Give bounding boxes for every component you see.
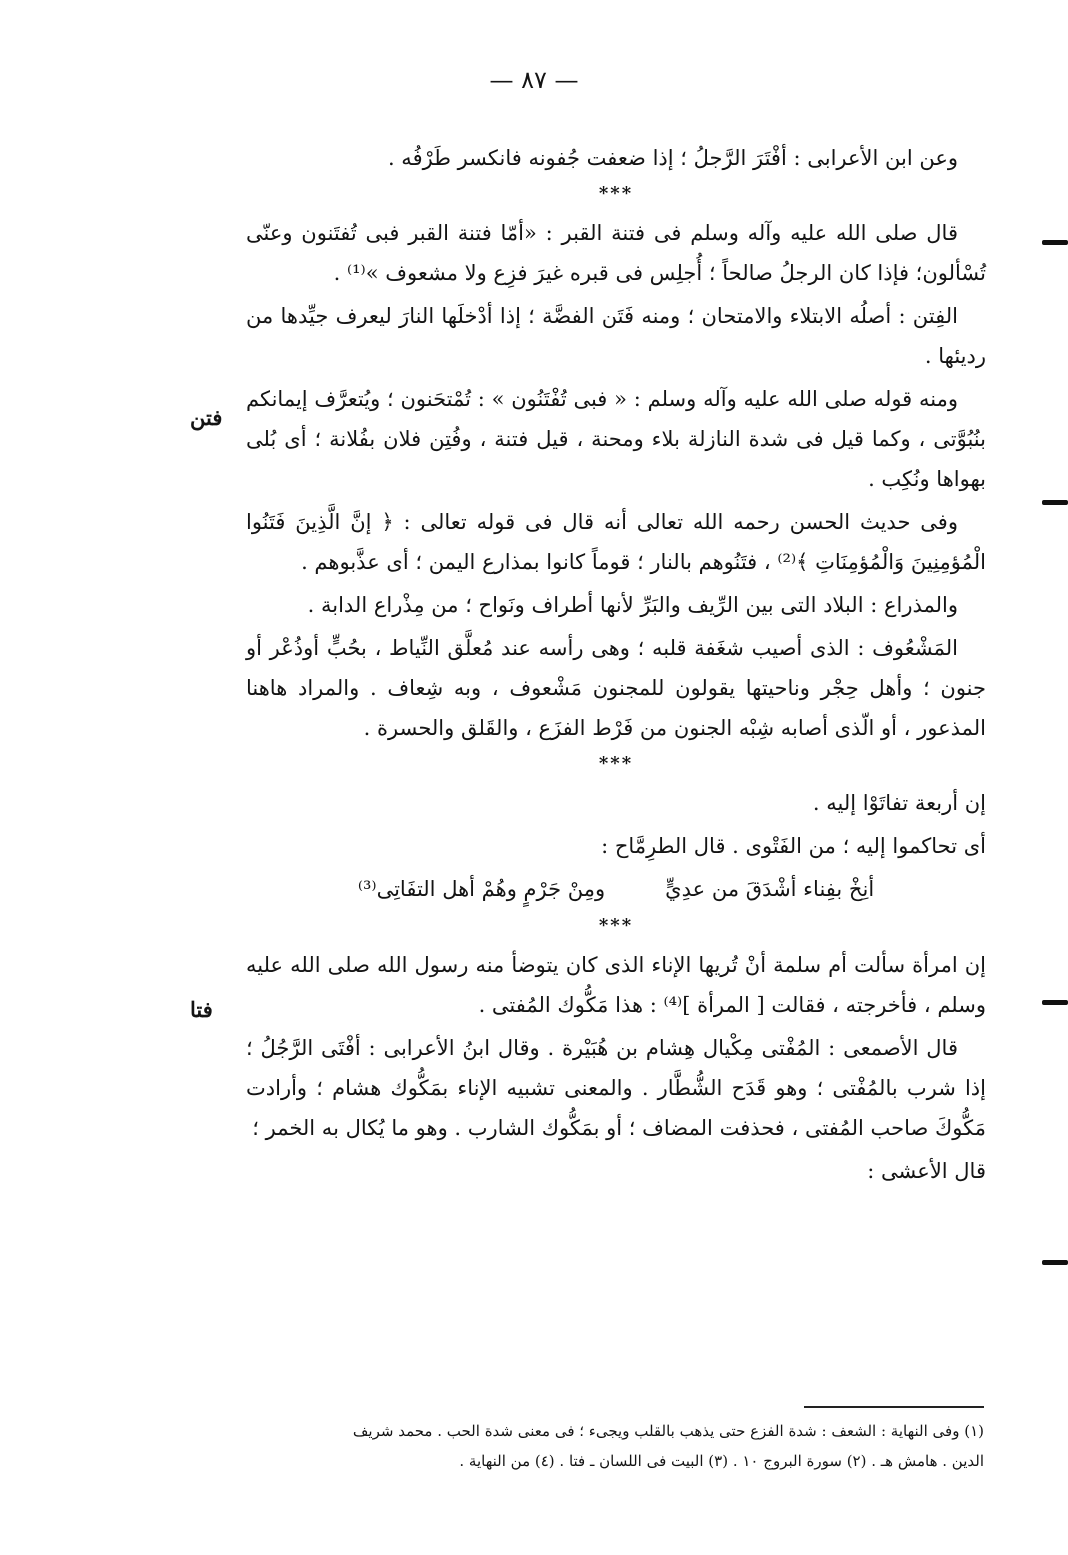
footnote-line: الدين . هامش هـ . (٢) سورة البروج ١٠ . (٣) البيت فى اللسان ـ فتا . (٤) من النهاية . <box>459 1452 984 1470</box>
edge-mark <box>1042 240 1068 245</box>
paragraph: والمذراع : البلاد التى بين الرِّيف والبَرِّ لأنها أطراف ونَواح ؛ من مِذْراع الدابة . <box>307 593 958 617</box>
margin-keyword-fata: فتا <box>190 997 213 1022</box>
edge-mark <box>1042 1000 1068 1005</box>
paragraph: الفِتن : أصلُه الابتلاء والامتحان ؛ ومنه فَتَن الفضَّة ؛ إذا أدْخلَها النارَ ليعرف جيِّدها من رديئها . <box>246 304 986 368</box>
edge-mark <box>1042 500 1068 505</box>
paragraph: وعن ابن الأعرابى : أفْتَرَ الرَّجلُ ؛ إذا ضعفت جُفونه فانكسر طَرْفُه . <box>387 146 958 170</box>
footnote-divider <box>804 1406 984 1408</box>
verse-second-hemistich: ومِنْ جَرْمٍ وهُمْ أهل التفَاتِى⁽³⁾ <box>357 877 606 901</box>
paragraph: قال الأعشى : <box>867 1159 986 1183</box>
poetry-verse <box>246 869 986 909</box>
paragraph: إن أربعة تفاتَوْا إليه . <box>812 791 986 815</box>
margin-keyword-fitan: فتن <box>190 405 223 430</box>
paragraph: ومنه قوله صلى الله عليه وآله وسلم : « فبى تُفْتَنُون » : تُمْتحَنون ؛ ويُتعرَّف إيمانكم بنُبُوَّتى ، وكما قيل فى شدة النازلة بلاء ومحنة ، قيل فتنة ، وفُتِن فلان بفُلانة ؛ أى بُلى بهواها ونُكِب . <box>246 387 986 491</box>
section-separator: *** <box>598 915 634 936</box>
verse-first-hemistich: أنِخْ بفِناء أشْدَقَ من عدِيٍّ <box>665 877 875 901</box>
paragraph: قال الأصمعى : المُفْتى مِكْيال هِشام بن هُبَيْرة . وقال ابنُ الأعرابى : أفْتَى الرَّجُلُ ؛ إذا شرب بالمُفْتى ؛ وهو قَدَح الشُّطَّار . والمعنى تشبيه الإناء بمَكُّوك هشام ؛ وأرادت مَكُّوكَ صاحب المُفتى ، فحذفت المضاف ؛ أو بمَكُّوك الشارب . وهو ما يُكال به الخمر ؛ <box>246 1036 986 1140</box>
page-number: — ٨٧ — <box>489 66 579 94</box>
paragraph: المَشْعُوف : الذى أصيب شغَفة قلبه ؛ وهى رأسه عند مُعلَّق النِّياط ، بحُبٍّ أوذُعْر أو جنون ؛ وأهل حِجْر وناحيتها يقولون للمجنون مَشْعوف ، وبه شِعاف . والمراد هاهنا المذعور ، أو الّذى أصابه شِبْه الجنون من فَرْط الفزَع ، والقَلق والحسرة . <box>246 636 986 740</box>
footnotes <box>244 1416 984 1476</box>
paragraph: وفى حديث الحسن رحمه الله تعالى أنه قال فى قوله تعالى : ﴿ إنَّ الَّذِينَ فَتَنُوا الْمُؤمِنِينَ وَالْمُؤمِنَاتِ ﴾⁽²⁾ ، فتَنُوهم بالنار ؛ قوماً كانوا بمذارع اليمن ؛ أى عذَّبوهم . <box>246 510 986 574</box>
section-separator: *** <box>598 183 634 204</box>
paragraph: إن امرأة سألت أم سلمة أنْ تُريها الإناء الذى كان يتوضأ منه رسول الله صلى الله عليه وسلم ، فأخرجته ، فقالت [ المرأة ]⁽⁴⁾ : هذا مَكُّوك المُفتى . <box>246 953 986 1017</box>
section-separator: *** <box>598 753 634 774</box>
main-text <box>246 138 986 1194</box>
footnote-line: (١) وفى النهاية : الشعف : شدة الفزع حتى يذهب بالقلب ويجىء ؛ فى معنى شدة الحب . محمد شريف <box>352 1422 984 1440</box>
edge-mark <box>1042 1260 1068 1265</box>
paragraph: قال صلى الله عليه وآله وسلم فى فتنة القبر : «أمّا فتنة القبر فبى تُفتَنون وعنّى تُسْألون؛ فإذا كان الرجلُ صالحاً ؛ أُجلِس فى قبره غيرَ فزِع ولا مشعوف »⁽¹⁾ . <box>246 221 986 285</box>
paragraph: أى تحاكموا إليه ؛ من الفَتْوى . قال الطرِمَّاح : <box>601 834 986 858</box>
